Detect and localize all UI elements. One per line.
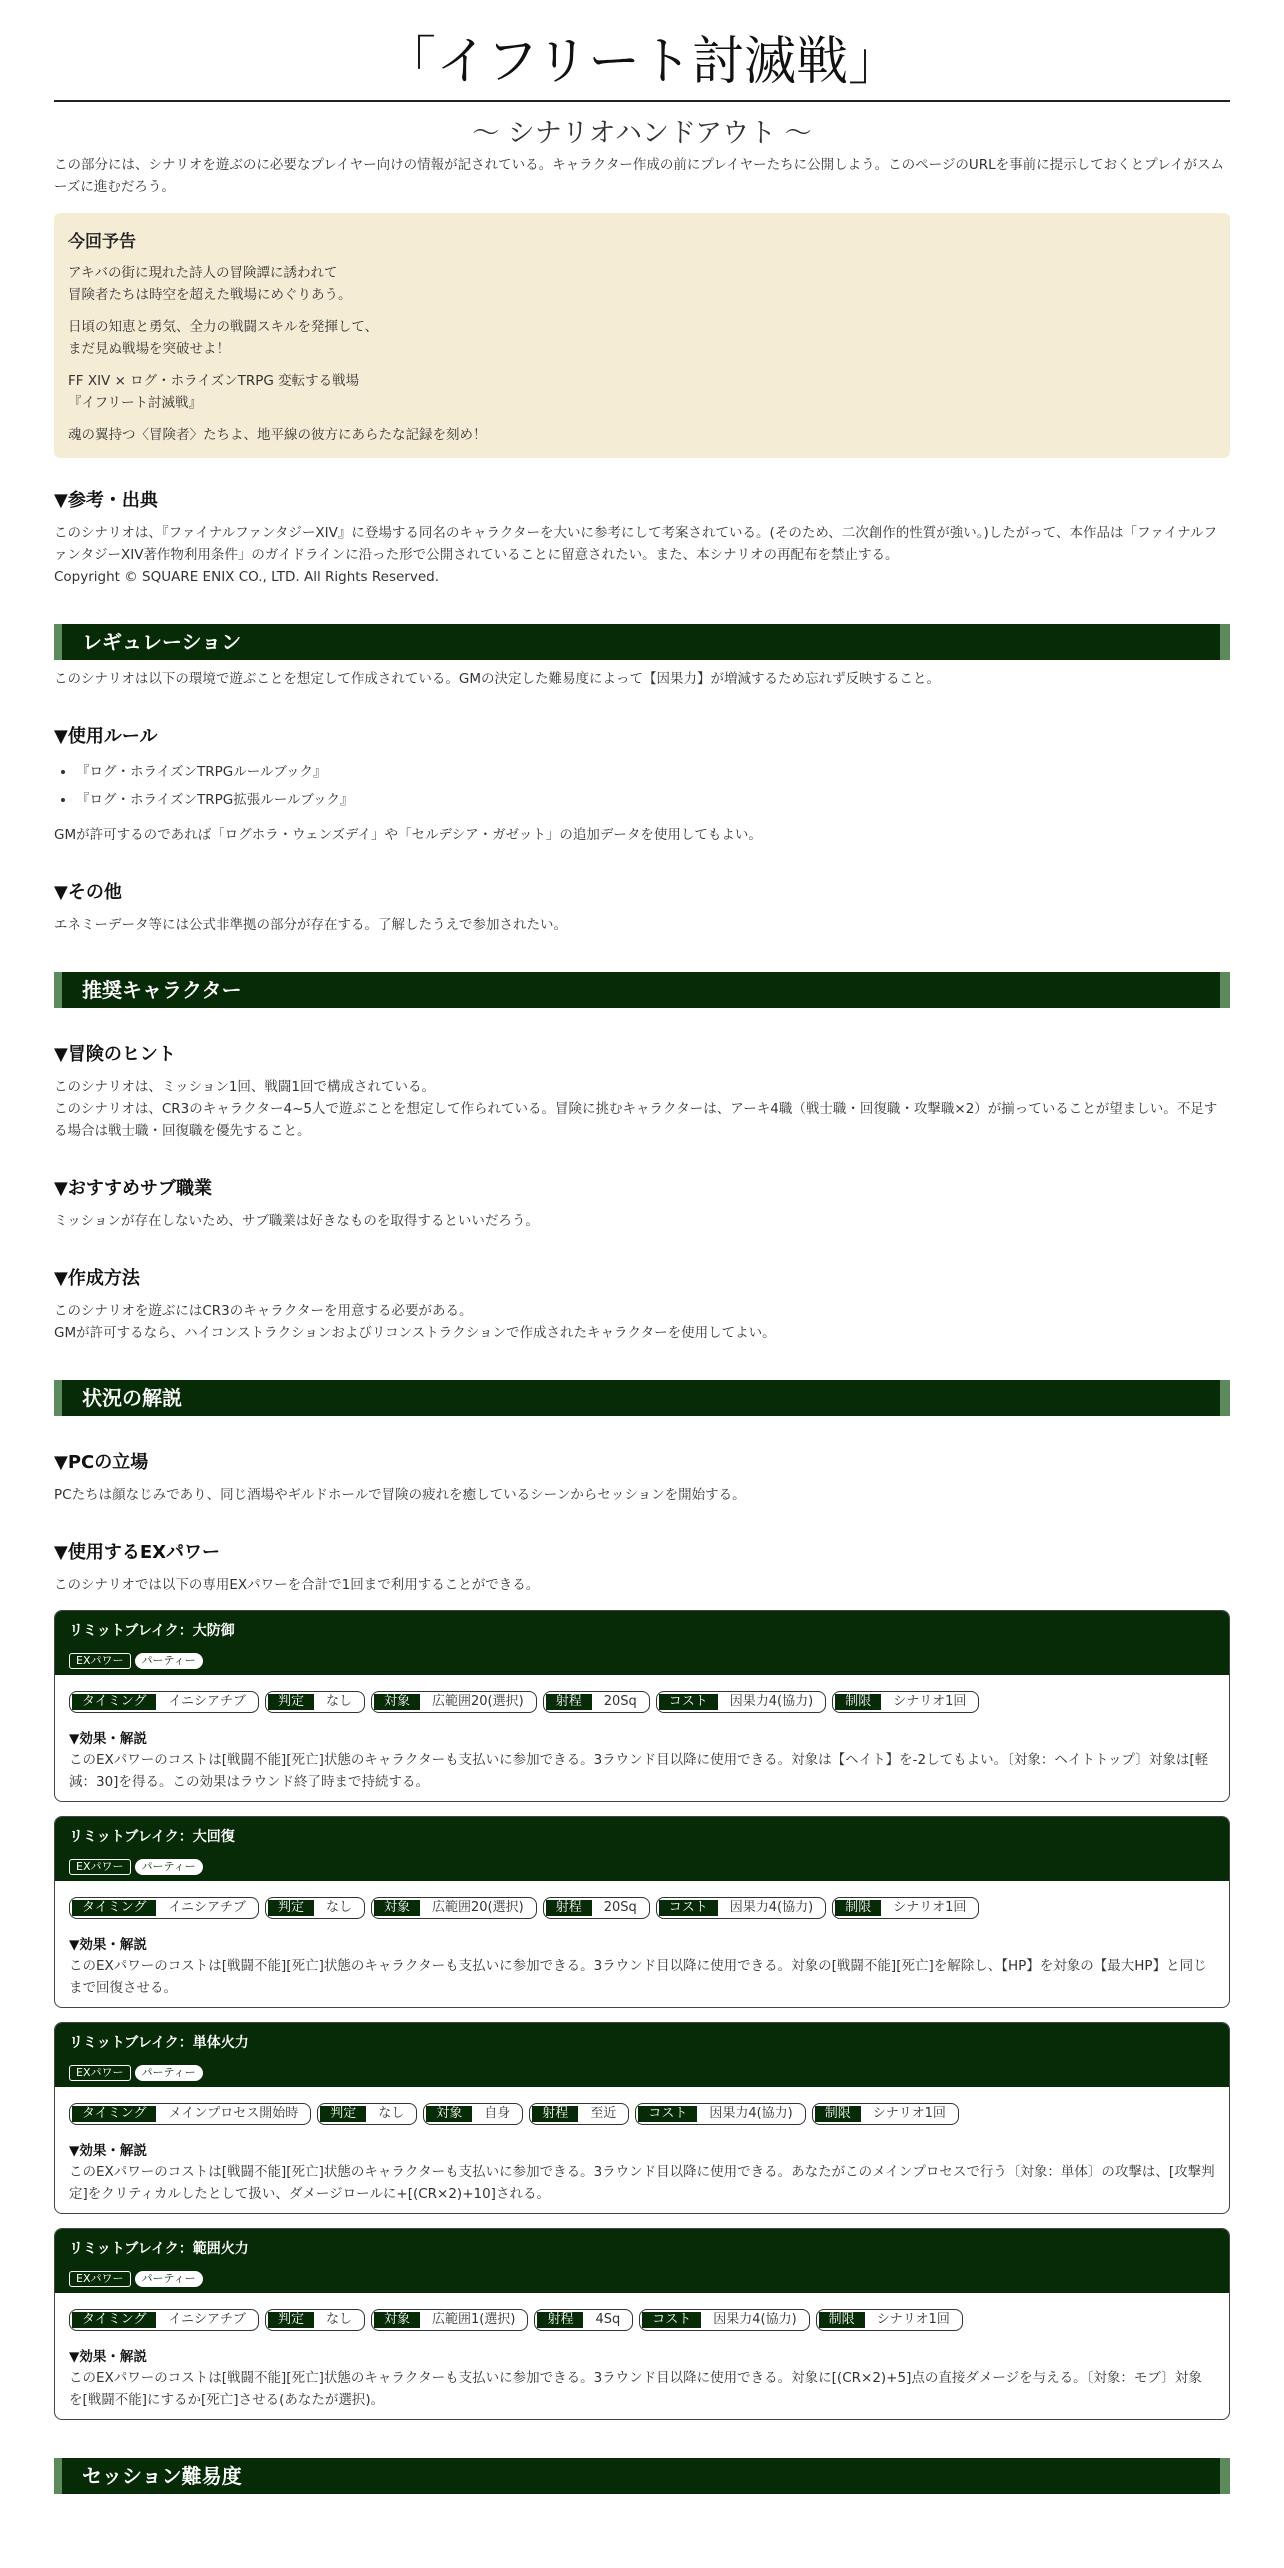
card-body — [55, 1881, 1229, 2007]
stat-chip — [656, 1691, 826, 1713]
stat-chip — [639, 2309, 809, 2331]
stat-chip — [656, 1897, 826, 1919]
stat-chip — [543, 1691, 650, 1713]
stat-value: メインプロセス開始時 — [168, 2106, 299, 2121]
stat-value: 20Sq — [603, 1694, 637, 1709]
stat-value: 因果力4(協力) — [709, 2106, 793, 2121]
effect-text: このEXパワーのコストは[戦闘不能][死亡]状態のキャラクターも支払いに参加できる。3ラウンド目以降に使用できる。対象に[(CR×2)+5]点の直接ダメージを与える。〔対象：モブ〕対象を[戦闘不能]にするか[死亡]させる(あなたが選択)。 — [69, 2370, 1202, 2408]
preview-line: アキバの街に現れた詩人の冒険譚に誘われて — [68, 265, 338, 281]
stat-label: 射程 — [532, 2106, 578, 2122]
stat-label: 判定 — [320, 2106, 366, 2122]
ex-text: このシナリオでは以下の専用EXパワーを合計で1回まで利用することができる。 — [54, 1577, 540, 1593]
title-divider — [54, 100, 1230, 102]
stat-label: コスト — [642, 2312, 701, 2328]
rules-heading: ▼使用ルール — [54, 726, 158, 747]
handout-page — [54, 0, 1230, 2494]
stat-label: コスト — [659, 1900, 718, 1916]
hint-heading: ▼冒険のヒント — [54, 1044, 176, 1065]
power-tags — [69, 2267, 1215, 2287]
character-header: 推奨キャラクター — [54, 972, 1230, 1008]
tag-badge: EXパワー — [69, 2065, 131, 2081]
power-name: リミットブレイク：大防御 — [69, 1623, 235, 1639]
stat-chip — [423, 2103, 523, 2125]
tag-badge: パーティー — [135, 1653, 203, 1669]
preview-heading: 今回予告 — [68, 232, 136, 252]
stat-chip — [529, 2103, 629, 2125]
stat-value: イニシアチブ — [168, 1900, 246, 1915]
stat-value: 広範囲20(選択) — [432, 1900, 524, 1915]
list-item: • 『ログ・ホライズンTRPG拡張ルールブック』 — [76, 786, 1230, 814]
stat-label: 対象 — [374, 1694, 420, 1710]
stat-chip — [69, 2309, 259, 2331]
stat-value: なし — [325, 1694, 352, 1709]
preview-line: 魂の翼持つ〈冒険者〉たちよ、地平線の彼方にあらたな記録を刻め！ — [68, 427, 487, 443]
stat-value: 至近 — [590, 2106, 617, 2121]
ex-heading: ▼使用するEXパワー — [54, 1542, 221, 1563]
stat-label: 判定 — [268, 1694, 314, 1710]
regulation-text: このシナリオは以下の環境で遊ぶことを想定して作成されている。GMの決定した難易度によって【因果力】が増減するため忘れず反映すること。 — [54, 671, 940, 687]
pc-heading: ▼PCの立場 — [54, 1452, 149, 1473]
stat-chip — [832, 1691, 979, 1713]
effect-heading: ▼効果・解説 — [69, 2349, 147, 2365]
stat-value: シナリオ1回 — [893, 1694, 967, 1709]
tag-badge: パーティー — [135, 2271, 203, 2287]
stat-value: 広範囲20(選択) — [432, 1694, 524, 1709]
stat-label: 射程 — [546, 1900, 592, 1916]
creation-line: GMが許可するなら、ハイコンストラクションおよびリコンストラクションで作成されたキャラクターを使用してよい。 — [54, 1325, 776, 1341]
stat-value: シナリオ1回 — [876, 2312, 950, 2327]
stat-value: なし — [325, 1900, 352, 1915]
tag-badge: EXパワー — [69, 1859, 131, 1875]
power-tags — [69, 1649, 1215, 1669]
tag-badge: パーティー — [135, 2065, 203, 2081]
stat-label: 対象 — [374, 1900, 420, 1916]
effect-heading: ▼効果・解説 — [69, 1731, 147, 1747]
preview-paragraph — [68, 370, 1216, 414]
stat-chip — [265, 2309, 365, 2331]
stat-label: 射程 — [546, 1694, 592, 1710]
stat-chip — [534, 2309, 633, 2331]
preview-line: 日頃の知恵と勇気、全力の戦闘スキルを発揮して、 — [68, 319, 379, 335]
stat-label: タイミング — [72, 2106, 156, 2122]
power-tags — [69, 2061, 1215, 2081]
rules-note: GMが許可するのであれば「ログホラ・ウェンズデイ」や「セルデシア・ガゼット」の追加データを使用してもよい。 — [54, 827, 762, 843]
sources-section — [54, 488, 1230, 588]
creation-heading: ▼作成方法 — [54, 1268, 140, 1289]
stat-label: 制限 — [835, 1694, 881, 1710]
power-stats — [69, 1897, 1215, 1919]
stat-label: 射程 — [537, 2312, 583, 2328]
stat-label: 制限 — [835, 1900, 881, 1916]
stat-chip — [816, 2309, 963, 2331]
stat-chip — [265, 1897, 365, 1919]
power-stats — [69, 2103, 1215, 2125]
preview-line: FF XIV × ログ・ホライズンTRPG 変転する戦場 — [68, 373, 360, 389]
card-header — [55, 1611, 1229, 1675]
ex-power-card — [54, 2022, 1230, 2214]
power-tags — [69, 1855, 1215, 1875]
stat-chip — [371, 2309, 528, 2331]
stat-value: シナリオ1回 — [872, 2106, 946, 2121]
ex-power-card — [54, 2228, 1230, 2420]
stat-value: 4Sq — [595, 2312, 621, 2327]
power-list — [54, 1610, 1230, 2420]
stat-value: 自身 — [484, 2106, 511, 2121]
intro-text: この部分には、シナリオを遊ぶのに必要なプレイヤー向けの情報が記されている。キャラクター作成の前にプレイヤーたちに公開しよう。このページのURLを事前に提示しておくとプレイがスムーズに進むだろう。 — [54, 157, 1224, 195]
stat-label: タイミング — [72, 2312, 156, 2328]
card-body — [55, 1675, 1229, 1801]
pc-text: PCたちは顔なじみであり、同じ酒場やギルドホールで冒険の疲れを癒しているシーンからセッションを開始する。 — [54, 1487, 746, 1503]
stat-chip — [69, 1691, 259, 1713]
stat-chip — [635, 2103, 805, 2125]
stat-value: 因果力4(協力) — [729, 1694, 814, 1709]
tag-badge: パーティー — [135, 1859, 203, 1875]
effect-text: このEXパワーのコストは[戦闘不能][死亡]状態のキャラクターも支払いに参加できる。3ラウンド目以降に使用できる。あなたがこのメインプロセスで行う〔対象：単体〕の攻撃は、[攻撃判定]をクリティカルしたとして扱い、ダメージロールに+[(CR×2)+10]される。 — [69, 2164, 1215, 2202]
stat-chip — [317, 2103, 417, 2125]
subclass-text: ミッションが存在しないため、サブ職業は好きなものを取得するといいだろう。 — [54, 1213, 539, 1229]
stat-label: コスト — [638, 2106, 697, 2122]
stat-value: 広範囲1(選択) — [432, 2312, 516, 2327]
stat-chip — [812, 2103, 959, 2125]
effect-text: このEXパワーのコストは[戦闘不能][死亡]状態のキャラクターも支払いに参加できる。3ラウンド目以降に使用できる。対象の[戦闘不能][死亡]を解除し、【HP】を対象の【最大HP】と同じまで回復させる。 — [69, 1958, 1207, 1996]
power-stats — [69, 2309, 1215, 2331]
power-name: リミットブレイク：範囲火力 — [69, 2241, 249, 2257]
stat-chip — [543, 1897, 650, 1919]
preview-paragraphs — [68, 262, 1216, 446]
power-stats — [69, 1691, 1215, 1713]
situation-header: 状況の解説 — [54, 1380, 1230, 1416]
stat-label: 対象 — [374, 2312, 420, 2328]
preview-line: まだ見ぬ戦場を突破せよ！ — [68, 341, 230, 357]
difficulty-header: セッション難易度 — [54, 2458, 1230, 2494]
preview-paragraph — [68, 424, 1216, 446]
stat-label: 制限 — [819, 2312, 865, 2328]
stat-label: 制限 — [815, 2106, 861, 2122]
regulation-header: レギュレーション — [54, 624, 1230, 660]
stat-value: イニシアチブ — [168, 2312, 246, 2327]
stat-chip — [69, 1897, 259, 1919]
hint-line: このシナリオは、ミッション1回、戦闘1回で構成されている。 — [54, 1079, 436, 1095]
stat-label: タイミング — [72, 1900, 156, 1916]
stat-value: なし — [378, 2106, 405, 2121]
copyright-text: Copyright © SQUARE ENIX CO., LTD. All Rights Reserved. — [54, 569, 440, 585]
preview-line: 冒険者たちは時空を超えた戦場にめぐりあう。 — [68, 287, 352, 303]
stat-label: コスト — [659, 1694, 718, 1710]
stat-value: 因果力4(協力) — [713, 2312, 797, 2327]
stat-value: イニシアチブ — [168, 1694, 246, 1709]
list-item: • 『ログ・ホライズンTRPGルールブック』 — [76, 758, 1230, 786]
stat-chip — [69, 2103, 311, 2125]
page-title: 「イフリート討滅戦」 — [383, 32, 901, 92]
page-subtitle: ～ シナリオハンドアウト ～ — [472, 118, 812, 149]
other-text: エネミーデータ等には公式非準拠の部分が存在する。了解したうえで参加されたい。 — [54, 917, 567, 933]
card-header — [55, 2023, 1229, 2087]
sources-heading: ▼参考・出典 — [54, 490, 158, 511]
stat-value: シナリオ1回 — [893, 1900, 967, 1915]
tag-badge: EXパワー — [69, 2271, 131, 2287]
card-header — [55, 2229, 1229, 2293]
other-heading: ▼その他 — [54, 882, 122, 903]
effect-text: このEXパワーのコストは[戦闘不能][死亡]状態のキャラクターも支払いに参加できる。3ラウンド目以降に使用できる。対象は【ヘイト】を-2してもよい。〔対象：ヘイトトップ〕対象は[軽減：30]を得る。この効果はラウンド終了時まで持続する。 — [69, 1752, 1209, 1790]
hint-line: このシナリオは、CR3のキャラクター4~5人で遊ぶことを想定して作られている。冒険に挑むキャラクターは、アーキ4職（戦士職・回復職・攻撃職×2）が揃っていることが望ましい。不足する場合は戦士職・回復職を優先すること。 — [54, 1101, 1218, 1139]
stat-label: タイミング — [72, 1694, 156, 1710]
card-body — [55, 2087, 1229, 2213]
subclass-heading: ▼おすすめサブ職業 — [54, 1178, 213, 1199]
stat-chip — [371, 1897, 537, 1919]
tag-badge: EXパワー — [69, 1653, 131, 1669]
effect-heading: ▼効果・解説 — [69, 2143, 147, 2159]
stat-value: 因果力4(協力) — [729, 1900, 814, 1915]
card-body — [55, 2293, 1229, 2419]
ex-power-card — [54, 1816, 1230, 2008]
ex-power-card — [54, 1610, 1230, 1802]
effect-heading: ▼効果・解説 — [69, 1937, 147, 1953]
stat-chip — [832, 1897, 979, 1919]
stat-label: 判定 — [268, 1900, 314, 1916]
rules-list — [54, 758, 1230, 814]
power-name: リミットブレイク：大回復 — [69, 1829, 235, 1845]
preview-line: 『イフリート討滅戦』 — [68, 395, 203, 411]
stat-chip — [265, 1691, 365, 1713]
sources-text: このシナリオは、『ファイナルファンタジーXIV』に登場する同名のキャラクターを大いに参考にして考案されている。(そのため、二次創作的性質が強い。)したがって、本作品は「ファイナルファンタジーXIV著作物利用条件」のガイドラインに沿った形で公開されていることに留意されたい。また、本シナリオの再配布を禁止する。 — [54, 525, 1218, 563]
preview-paragraph — [68, 316, 1216, 360]
preview-paragraph — [68, 262, 1216, 306]
creation-line: このシナリオを遊ぶにはCR3のキャラクターを用意する必要がある。 — [54, 1303, 473, 1319]
card-header — [55, 1817, 1229, 1881]
stat-value: なし — [325, 2312, 352, 2327]
stat-value: 20Sq — [603, 1900, 637, 1915]
stat-chip — [371, 1691, 537, 1713]
power-name: リミットブレイク：単体火力 — [69, 2035, 249, 2051]
stat-label: 対象 — [426, 2106, 472, 2122]
preview-box — [54, 213, 1230, 458]
stat-label: 判定 — [268, 2312, 314, 2328]
